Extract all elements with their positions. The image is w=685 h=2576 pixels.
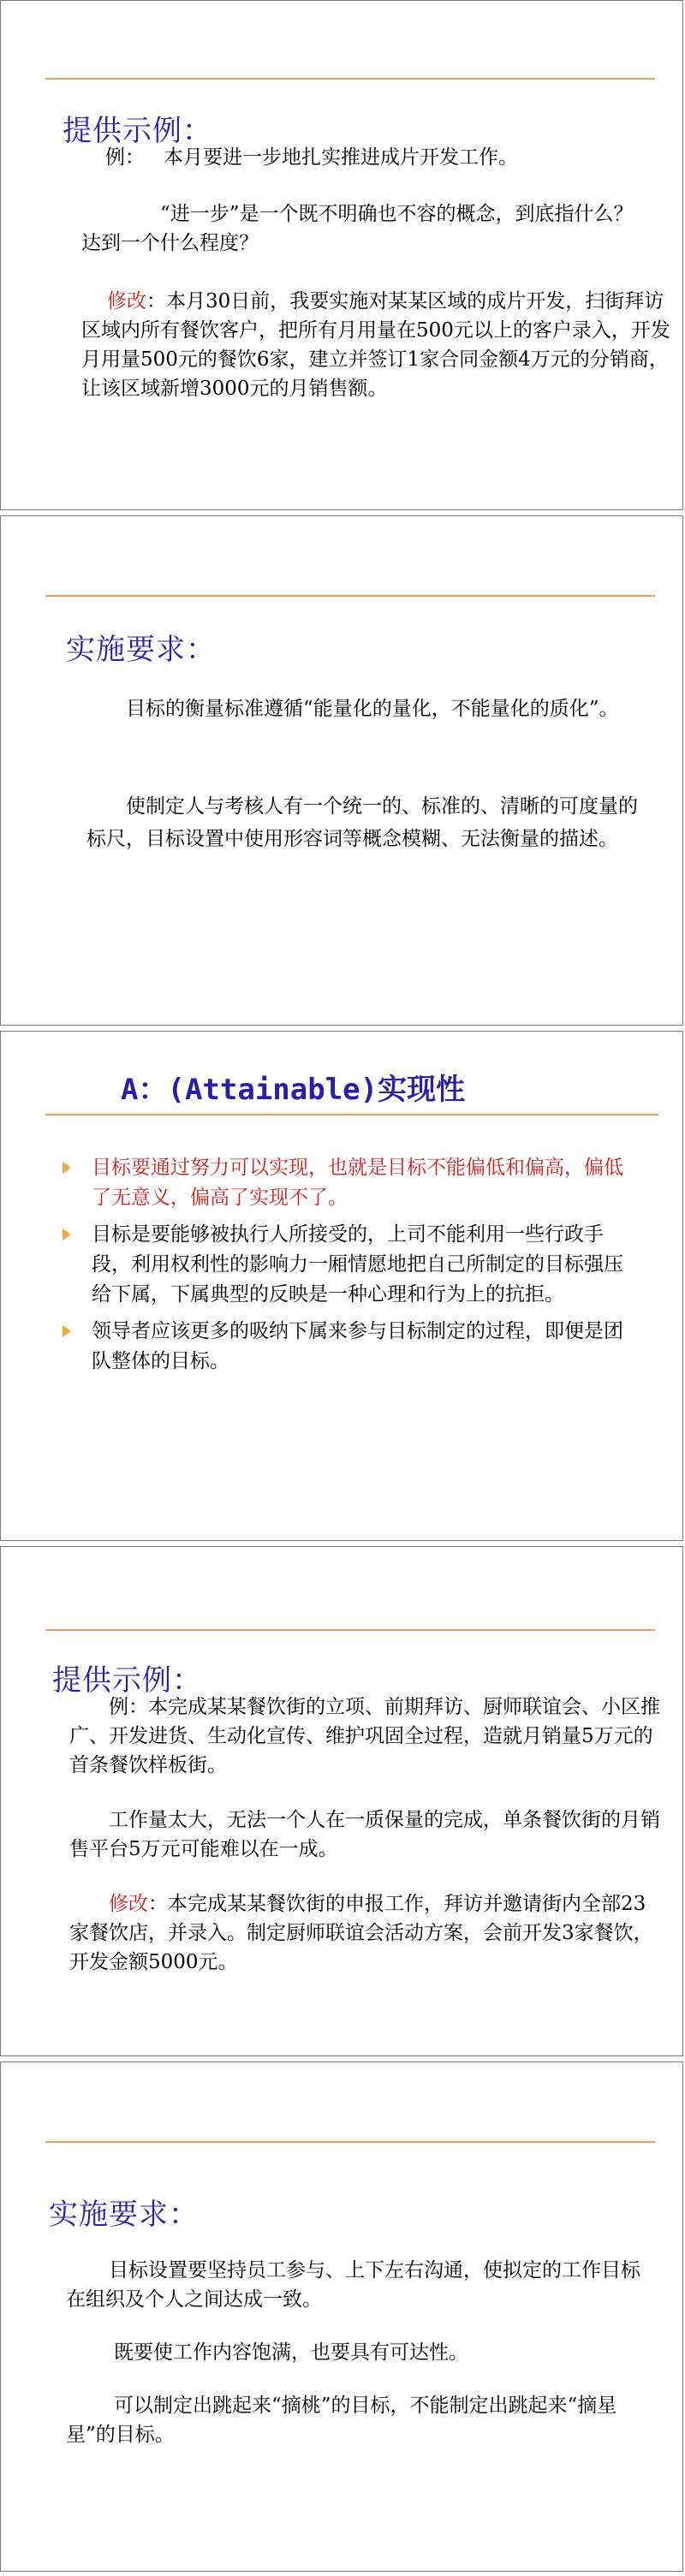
requirement-text-1: 目标设置要坚持员工参与、上下左右沟通，使拟定的工作目标在组织及个人之间达成一致。 — [66, 2259, 640, 2311]
bullet-text: 目标是要能够被执行人所接受的，上司不能利用一些行政手段，利用权利性的影响力一厢情愿地把自己所制定的目标强压给下属，下属典型的反映是一种心理和行为上的抗拒。 — [92, 1223, 623, 1306]
workload-text: 工作量太大，无法一个人在一质保量的完成，单条餐饮街的月销售平台5万元可能难以在一成。 — [69, 1809, 660, 1860]
divider-line — [45, 1114, 658, 1115]
slide-heading: 提供示例： — [63, 114, 212, 148]
slide-title: A：(Attainable)实现性 — [121, 1073, 466, 1107]
divider-line — [45, 78, 655, 80]
slide-4 — [0, 1546, 683, 2056]
slide-5 — [0, 2061, 683, 2572]
revise-text: ：本完成某某餐饮街的申报工作，拜访并邀请街内全部23家餐饮店，并录入。制定厨师联谊会活动方案，会前开发3家餐饮，开发金额5000元。 — [69, 1893, 653, 1973]
requirement-paragraph-2 — [86, 790, 652, 855]
requirement-text-2: 既要使工作内容饱满，也要具有可达性。 — [114, 2341, 468, 2364]
revise-label: 修改 — [107, 290, 146, 312]
arrow-bullet-icon — [63, 1325, 71, 1337]
slide-1 — [0, 0, 683, 510]
bullet-item — [63, 1220, 628, 1310]
requirement-text-2: 使制定人与考核人有一个统一的、标准的、清晰的可度量的标尺，目标设置中使用形容词等概念模糊、无法衡量的描述。 — [86, 795, 638, 850]
revision-paragraph — [81, 287, 672, 403]
requirement-text-1: 目标的衡量标准遵循“能量化的量化，不能量化的质化”。 — [126, 698, 619, 720]
revise-label: 修改 — [109, 1893, 148, 1915]
workload-paragraph — [69, 1806, 660, 1864]
question-paragraph — [81, 199, 657, 258]
arrow-bullet-icon — [63, 1162, 71, 1174]
divider-line — [45, 595, 655, 597]
example-text: 本月要进一步地扎实推进成片开发工作。 — [163, 146, 518, 169]
example-paragraph — [69, 1693, 660, 1780]
bullet-text: 目标要通过努力可以实现，也就是目标不能偏低和偏高，偏低了无意义，偏高了实现不了。 — [92, 1157, 623, 1209]
bullet-item — [63, 1317, 628, 1377]
example-paragraph — [105, 143, 636, 172]
requirement-paragraph-1 — [66, 2256, 648, 2314]
question-text: “进一步”是一个既不明确也不容的概念，到底指什么？ 达到一个什么程度？ — [81, 203, 634, 254]
example-label: 例： — [105, 146, 145, 169]
slide-heading: 实施要求： — [66, 633, 216, 667]
slide-2 — [0, 515, 683, 1026]
requirement-paragraph-2 — [66, 2338, 648, 2367]
slide-heading: 提供示例： — [52, 1663, 202, 1698]
requirement-text-3: 可以制定出跳起来“摘桃”的目标，不能制定出跳起来“摘星星”的目标。 — [66, 2395, 617, 2446]
bullet-list — [63, 1153, 628, 1383]
revise-text: ：本月30日前，我要实施对某某区域的成片开发，扫街拜访区域内所有餐饮客户，把所有月用量在500元以上的客户录入，开发月用量500元的餐饮6家，建立并签订1家合同金额4万元的分销商，让该区域新增3000元的月销售额。 — [81, 290, 670, 400]
revision-paragraph — [69, 1889, 660, 1977]
bullet-text: 领导者应该更多的吸纳下属来参与目标制定的过程，即便是团队整体的目标。 — [92, 1320, 623, 1372]
divider-line — [45, 2141, 655, 2143]
slide-heading: 实施要求： — [49, 2198, 199, 2232]
requirement-paragraph-1 — [86, 693, 652, 725]
slide-3 — [0, 1031, 683, 1541]
divider-line — [45, 1629, 655, 1631]
example-label: 例： — [109, 1696, 148, 1718]
arrow-bullet-icon — [63, 1229, 71, 1240]
requirement-paragraph-3 — [66, 2391, 648, 2449]
example-text: 本完成某某餐饮街的立项、前期拜访、厨师联谊会、小区推广、开发进货、生动化宣传、维护巩固全过程，造就月销量5万元的首条餐饮样板街。 — [69, 1696, 660, 1776]
bullet-item — [63, 1153, 628, 1213]
